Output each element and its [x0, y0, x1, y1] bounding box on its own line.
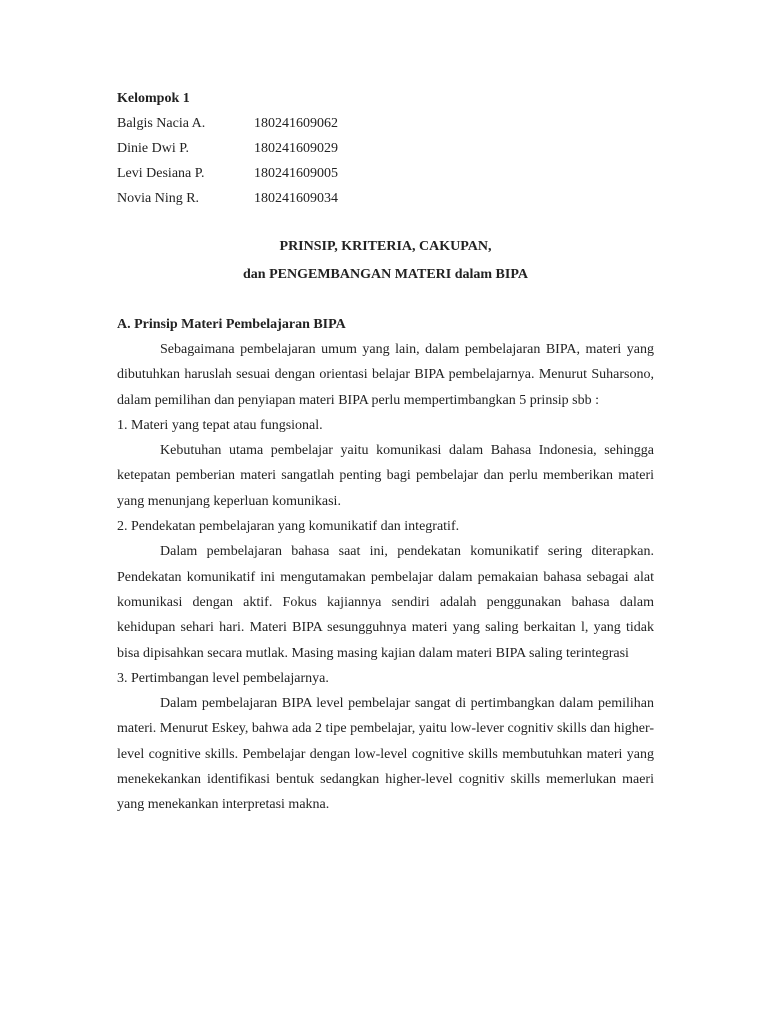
member-nim: 180241609034 [254, 191, 338, 206]
principle-3-body: Dalam pembelajaran BIPA level pembelajar sangat di pertimbangkan dalam pemilihan materi. Menurut Eskey, bahwa ada 2 tipe pembelajar, yaitu low-lever cognitiv skills dan higher-level cognitive skills. Pembelajar dengan low-level cognitive skills membutuhkan materi yang menekekankan identifikasi bentuk sedangkan higher-level cognitiv skills memerlukan maeri yang menekankan interpretasi makna. [117, 696, 654, 813]
principle-1-title: 1. Materi yang tepat atau fungsional. [117, 417, 323, 433]
member-name: Dinie Dwi P. [117, 141, 189, 156]
member-row [117, 136, 654, 161]
document-title-line-1: PRINSIP, KRITERIA, CAKUPAN, [279, 239, 492, 254]
member-nim: 180241609005 [254, 166, 338, 181]
section-heading: A. Prinsip Materi Pembelajaran BIPA [117, 317, 346, 332]
member-name: Balgis Nacia A. [117, 116, 206, 131]
principle-2-body: Dalam pembelajaran bahasa saat ini, pendekatan komunikatif sering diterapkan. Pendekatan komunikatif ini mengutamakan pembelajar dalam pemakaian bahasa sebagai alat komunikasi dengan aktif. Fokus kajiannya sendiri adalah penggunakan bahasa dalam kehidupan sehari hari. Materi BIPA sesungguhnya materi yang saling berkaitan l, yang tidak bisa dipisahkan secara mutlak. Masing masing kajian dalam materi BIPA saling terintegrasi [117, 544, 654, 661]
document-title-line-2: dan PENGEMBANGAN MATERI dalam BIPA [243, 267, 528, 282]
member-row [117, 186, 654, 211]
member-nim: 180241609062 [254, 116, 338, 131]
group-title: Kelompok 1 [117, 91, 190, 106]
principle-2-title: 2. Pendekatan pembelajaran yang komunikatif dan integratif. [117, 519, 460, 535]
document-title [117, 233, 654, 289]
member-nim: 180241609029 [254, 141, 338, 156]
intro-paragraph: Sebagaimana pembelajaran umum yang lain, dalam pembelajaran BIPA, materi yang dibutuhkan haruslah sesuai dengan orientasi belajar BIPA pembelajarnya. Menurut Suharsono, dalam pemilihan dan penyiapan materi BIPA perlu mempertimbangkan 5 prinsip sbb : [117, 342, 654, 408]
member-row [117, 111, 654, 136]
principle-1-body: Kebutuhan utama pembelajar yaitu komunikasi dalam Bahasa Indonesia, sehingga ketepatan pemberian materi sangatlah penting bagi pembelajar dan perlu memberikan materi yang menunjang keperluan komunikasi. [117, 443, 654, 509]
document-content [117, 86, 654, 818]
member-name: Novia Ning R. [117, 191, 200, 206]
member-row [117, 161, 654, 186]
member-name: Levi Desiana P. [117, 166, 205, 181]
principle-3-title: 3. Pertimbangan level pembelajarnya. [117, 670, 329, 686]
